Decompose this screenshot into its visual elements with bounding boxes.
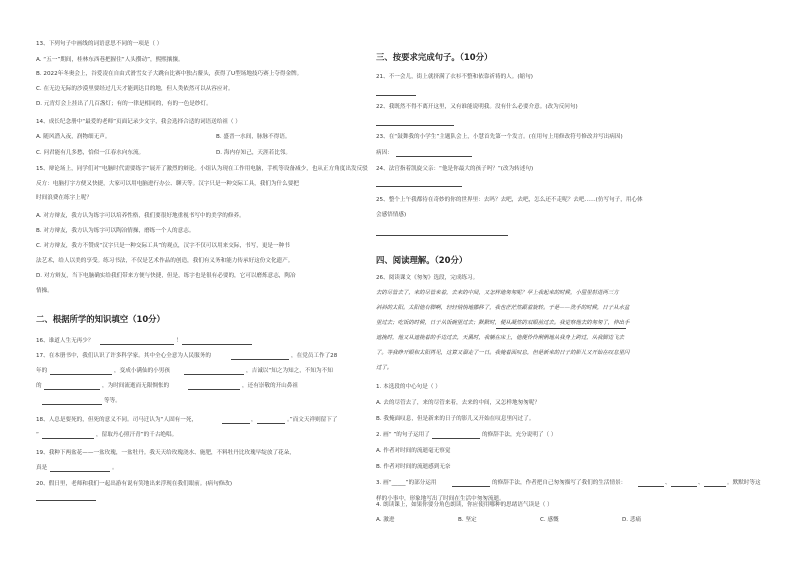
q17-text-f: 的	[36, 383, 42, 389]
q26-4-option-c: C. 感慨	[540, 517, 559, 523]
q13-stem: 13、下列句子中画线的词语意思不同的一项是（ ）	[36, 41, 163, 47]
q26-2-stem-a: 2. 画“ ”的句子运用了	[376, 432, 430, 438]
q25-answer-line[interactable]	[376, 235, 508, 236]
q17-text-i: 等等。	[104, 398, 121, 404]
q16-blank-1[interactable]	[100, 344, 174, 345]
q15-option-c-cont: 法艺术，给人以美的享受。练习书法，不仅是艺术作品的创造，我们有义务和能力传承好这份文化遗产。	[36, 258, 294, 264]
q26-4-option-d: D. 悲痛	[622, 517, 642, 523]
q23-cause-label: 病因：	[376, 150, 393, 156]
q26-3-sep-2: 、	[698, 480, 704, 486]
q23-text: 23、在“鼓舞我的小学生”主题队会上，小慧首先第一个发言。(在用句上用修改符号修改并写出病因)	[376, 134, 623, 140]
q18-text-a: 18、人总是要死的，但死的意义不同。司马迁认为“人固有一死，	[36, 417, 198, 423]
passage-line-3: 里过去；吃饭的时候，日子从饭碗里过去；默默时，便从凝然的双眼前过去。我觉察他去的匆匆了，伸出手	[376, 320, 630, 326]
q22-answer-line[interactable]	[376, 125, 454, 126]
q26-1-option-b: B. 我掩面叹息，但是新来的日子的影儿又开始在叹息里闪过了。	[376, 416, 535, 422]
q14-option-b: B. 盛晋一水间，脉脉不得语。	[216, 134, 291, 140]
q15-option-c: C. 对方辩友，我方不赞成“汉字只是一种交际工具”的观点，汉字不仅可以用来交际，书写，更是一种书	[36, 243, 290, 249]
q26-2-blank[interactable]	[432, 438, 480, 439]
section-2-title: 二、根据所学的知识填空（10分）	[36, 314, 165, 324]
q24-answer-line[interactable]	[376, 186, 462, 187]
q16-blank-2[interactable]	[182, 344, 252, 345]
q15-option-b: B. 对方辩友，我方认为练字可以陶冶情操，磨练一个人的意志。	[36, 228, 195, 234]
passage-underline	[496, 328, 626, 329]
q26-1-stem: 1. 本选段的中心句是（ ）	[376, 384, 441, 390]
q17-text-a: 17、在本册书中，我们认识了许多科学家。其中全心全意为人民服务的	[36, 353, 211, 359]
q17-blank-4[interactable]	[44, 389, 100, 390]
q20-answer-line[interactable]	[36, 500, 96, 501]
q15-line2: 反方：电脑打字方便又快捷，大家可以用电脑进行办公、聊天等。汉字只是一种交际工具，我们为什么要把	[36, 181, 299, 187]
q26-3-blank-3[interactable]	[671, 486, 697, 487]
q16-mark: ！	[176, 338, 182, 344]
q26-3-sep-1: 、	[665, 480, 671, 486]
q18-text-c: 。”而文天祥则留下了	[287, 417, 338, 423]
q18-comma: ，	[251, 417, 257, 423]
q15-option-a: A. 对方辩友，我方认为练字可以培养性格，我们要很好地重视书写中的美学的修养。	[36, 213, 245, 219]
q17-text-d: ，变成小满仙的小男孩	[114, 368, 170, 374]
q18-blank-2[interactable]	[257, 423, 285, 424]
q18-blank-1[interactable]	[222, 423, 250, 424]
q20-text: 20、假日里，老师和我们一起出游有说有笑地出来浮现在我们眼前。(病句修改)	[36, 481, 233, 487]
q15-option-d: D. 对方辩友，当下电脑确实给我们带来方便与快捷，但是，练字也是很有必要的，它可以磨炼意志，陶冶	[36, 273, 296, 279]
q16-text: 16、谁道人生无再少？	[36, 338, 94, 344]
q21-answer-line[interactable]	[376, 95, 416, 96]
section-4-title: 四、阅读理解。（20分）	[376, 255, 468, 265]
q19-text-b: 真是	[36, 465, 48, 471]
q13-option-b: B. 2022年冬奥会上，谷爱凌在自由式滑雪女子大跳台比赛中独占鳌头，获得了U型场地技巧赛上夺得金牌。	[36, 71, 303, 77]
right-column	[376, 0, 768, 562]
q26-3-blank-4[interactable]	[704, 486, 726, 487]
q26-4-option-a: A. 激进	[376, 517, 395, 523]
q18-blank-3[interactable]	[42, 438, 94, 439]
q26-3-text-b: 的修辞手法，作者把自己匆匆描写了我们的生活情景：	[492, 480, 627, 486]
q14-stem: 14、成长纪念册中“最爱的老师”页面记录少文字，我会选择合适的词语送给祖（ ）	[36, 119, 241, 125]
q26-3-text-f: 样的小事中，形象地写出了时间在生活中匆匆流逝。	[376, 496, 505, 502]
q26-4-option-b: B. 坚定	[458, 517, 477, 523]
q21-text: 21、不一会儿，街上就挤满了衣衫不整和依靠祈祷的人。(缩句)	[376, 74, 533, 80]
q14-option-d: D. 海内存知己，天涯若比邻。	[216, 150, 291, 156]
q15-option-d-cont: 情操。	[36, 288, 53, 294]
passage-line-1: 去的尽管去了，来的尽管来着，去来的中间，又怎样地匆匆呢？早上我起来的时候，小屋里射进两三方	[376, 290, 619, 296]
q17-blank-1[interactable]	[231, 359, 289, 360]
q14-option-a: A. 随风潜入夜，润物细无声。	[36, 134, 111, 140]
q26-3-blank-2[interactable]	[638, 486, 664, 487]
q17-text-c: 年的	[36, 368, 48, 374]
q24-text: 24、法官指着凯旋父亲：“他是你最大的孩子吗？”(改为转述句)	[376, 166, 534, 172]
q15-line3: 时间浪费在练字上呢？	[36, 195, 92, 201]
q17-blank-6[interactable]	[42, 404, 102, 405]
q26-2-option-a: A. 作者对时间的流逝毫无察觉	[376, 448, 451, 454]
q19-text-c: 。	[112, 465, 118, 471]
q26-4-stem: 4. 朗读课上，如果你要分角色朗读，你应使用哪种的思绪语气读是（ ）	[376, 502, 553, 508]
q17-text-b: ，在党员工作了28	[291, 353, 338, 359]
passage-line-6: 过了。	[376, 365, 393, 371]
q26-1-option-a: A. 去的尽管去了，来的尽管来着，去来的中间，又怎样地匆匆呢？	[376, 400, 540, 406]
q18-text-e: ，留取丹心照汗青”的千古绝唱。	[96, 432, 178, 438]
q17-text-g: ，为时间流逝而无限惆怅的	[102, 383, 170, 389]
q13-option-c: C. 在无边无际的沙漠里要经过几天才能到达目的地，但人类依然可以从容应对。	[36, 86, 234, 92]
q15-line1: 15、辩论场上，同学们对“电脑时代需要练字”展开了激烈的辩论。小组认为现在工作用电脑，手机等设备减少，也从正方角度出发反驳	[36, 166, 368, 172]
q25-text-b: 会感悟情感)	[376, 212, 407, 218]
q25-text-a: 25、整个上午我都待在奇妙的你的世界里：去吗？去吧，去吧，怎么还不走呢？去吧……(仿写句子，用心体	[376, 197, 643, 203]
q19-blank[interactable]	[50, 471, 110, 472]
q17-text-h: ，还有崇敬的开山鼻祖	[242, 383, 298, 389]
q14-option-c: C. 问君能有几多愁，恰似一江春水向东流。	[36, 150, 145, 156]
q23-cause-blank[interactable]	[396, 156, 472, 157]
q17-text-e: ，吉诚以“知之为知之，不知为不知	[246, 368, 333, 374]
passage-line-5: 了。等我睁开眼和太阳再见，这算又溜走了一日。我掩着面叹息，但是新来的日子的影儿又开始在叹息里闪	[376, 350, 630, 356]
q26-3-text-e: 。默默时等这	[727, 480, 761, 486]
q26-2-option-b: B. 作者对时间的流逝感到无奈	[376, 464, 451, 470]
passage-line-4: 遮挽时，他又从遮挽着的手边过去，天黑时，我躺在床上，他便伶伶俐俐地从我身上跨过，从我脚边飞去	[376, 335, 624, 341]
q13-option-a: A. “五一”期间，桂林东西巷把握住“人头攒动”，熙熙攘攘。	[36, 57, 184, 63]
section-3-title: 三、按要求完成句子。（10分）	[376, 52, 493, 62]
q26-3-text-a: 3. 画“_____”的部分运用	[376, 480, 437, 486]
q22-text: 22、我既然不得不离开这里，又有谁能说明我。没有什么必要介意。(改为反问句)	[376, 104, 578, 110]
passage-line-2: 斜斜的太阳。太阳他有脚啊，轻轻悄悄地挪移了，我也茫茫然跟着旋转。于是——洗手的时候，日子从水盆	[376, 305, 630, 311]
left-column	[36, 0, 366, 562]
q17-blank-2[interactable]	[50, 374, 112, 375]
q19-text-a: 19、我种下两盆花——一盆玫瑰，一盆牡丹。我天天给玫瑰浇水、施肥，不料牡丹比玫瑰早绽放了花朵，	[36, 450, 295, 456]
q26-3-blank-1[interactable]	[452, 486, 490, 487]
q26-2-stem-b: 的修辞手法，充分说明了（ ）	[482, 432, 557, 438]
q13-option-d: D. 元宵灯会上挂出了几百盏灯；有的一律是相同的，有的一色是纱灯。	[36, 101, 212, 107]
q18-quote: “	[36, 432, 39, 438]
q26-intro: 26、阅读课文《匆匆》选段，完成练习。	[376, 275, 479, 281]
q17-blank-5[interactable]	[188, 389, 240, 390]
q17-blank-3[interactable]	[184, 374, 244, 375]
